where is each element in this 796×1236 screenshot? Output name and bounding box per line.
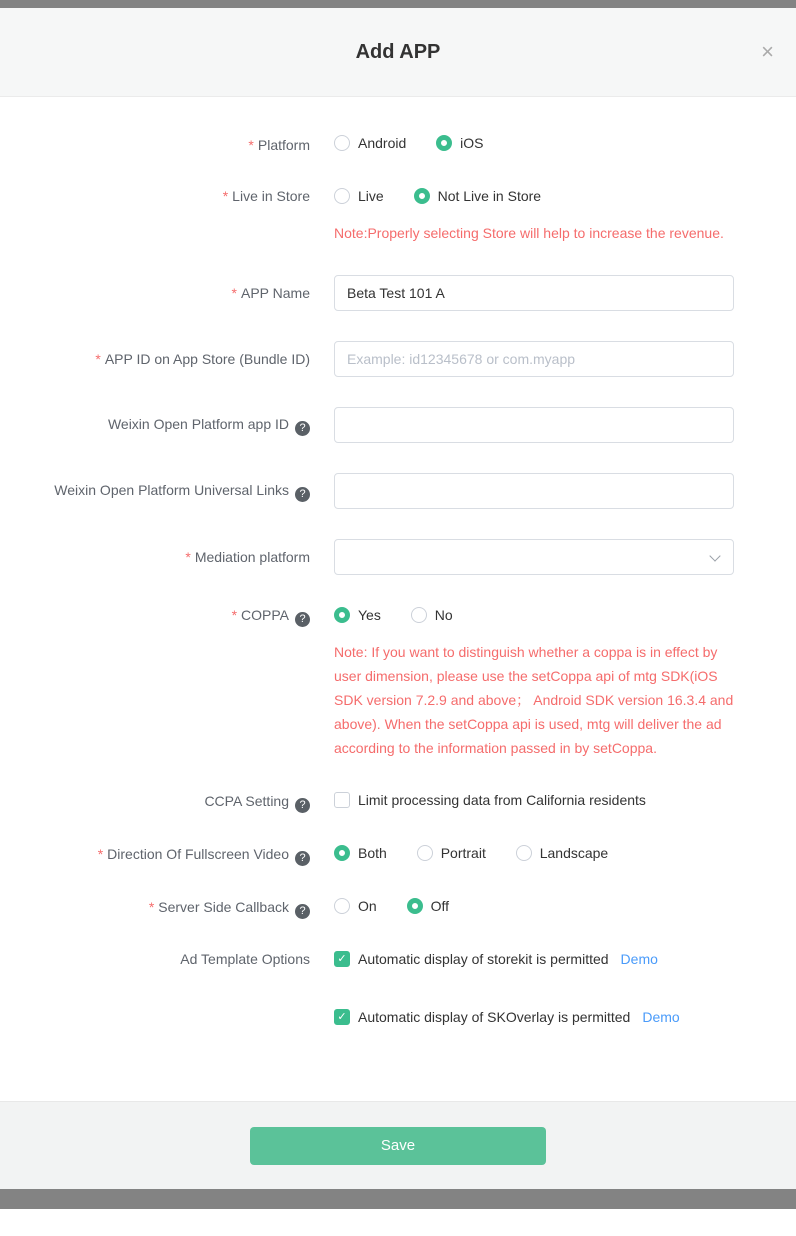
form-row-coppa [0, 605, 796, 760]
app-name-control [334, 275, 796, 311]
form-row-app-id [0, 341, 796, 377]
live-in-store-note: Note:Properly selecting Store will help to increase the revenue. [334, 225, 724, 241]
radio-direction-landscape[interactable] [516, 843, 609, 863]
radio-label: Off [430, 898, 449, 914]
form-row-ad-template [0, 949, 796, 1027]
required-marker: * [148, 898, 155, 915]
mediation-platform-select[interactable] [334, 539, 734, 575]
radio-label: No [434, 607, 453, 623]
radio-label: Yes [358, 607, 381, 623]
app-name-label: * APP Name [231, 285, 310, 301]
radio-direction-both[interactable] [334, 843, 387, 863]
radio-not-live[interactable] [414, 186, 542, 206]
required-marker: * [185, 549, 191, 565]
ad-template-item-storekit [334, 949, 796, 969]
radio-callback-on[interactable] [334, 896, 377, 916]
ccpa-checkbox[interactable] [334, 790, 646, 810]
form-row-live-in-store [0, 186, 796, 245]
page-top-strip [0, 0, 796, 8]
ad-template-item-skoverlay [334, 1007, 796, 1027]
checkbox-icon: ✓ [334, 951, 350, 967]
help-icon[interactable]: ? [295, 904, 310, 919]
radio-label: Android [358, 135, 407, 151]
radio-direction-portrait[interactable] [417, 843, 486, 863]
help-icon[interactable]: ? [295, 487, 310, 502]
coppa-label: * COPPA ? [0, 605, 310, 627]
app-id-control [334, 341, 796, 377]
form-row-server-callback [0, 896, 796, 919]
server-callback-label: * Server Side Callback ? [0, 897, 310, 919]
ad-template-label: Ad Template Options [180, 951, 310, 967]
form-row-app-name [0, 275, 796, 311]
radio-coppa-no[interactable] [411, 605, 453, 625]
chevron-down-icon [709, 550, 720, 561]
radio-label: iOS [460, 135, 484, 151]
form-row-platform [0, 133, 796, 156]
live-in-store-options [334, 186, 796, 245]
required-marker: * [97, 845, 104, 862]
radio-icon [407, 898, 423, 914]
form-row-weixin-app-id [0, 407, 796, 443]
mediation-platform-label: * Mediation platform [185, 549, 310, 565]
radio-label: Landscape [539, 845, 609, 861]
form-row-weixin-universal-links [0, 473, 796, 509]
help-icon[interactable]: ? [295, 851, 310, 866]
modal-title: Add APP [355, 40, 441, 63]
app-id-label: * APP ID on App Store (Bundle ID) [95, 351, 310, 367]
direction-options [334, 843, 796, 866]
checkbox-label: Limit processing data from California residents [358, 792, 646, 808]
storekit-checkbox[interactable] [334, 949, 609, 969]
modal-footer [0, 1101, 796, 1189]
add-app-modal [0, 8, 796, 1189]
weixin-universal-links-control [334, 473, 796, 509]
skoverlay-demo-link[interactable]: Demo [642, 1009, 680, 1025]
radio-android[interactable] [334, 133, 406, 153]
radio-label: Portrait [440, 845, 486, 861]
checkbox-label: Automatic display of storekit is permitted [358, 951, 609, 967]
save-button[interactable]: Save [250, 1127, 546, 1165]
radio-live[interactable] [334, 186, 384, 206]
radio-coppa-yes[interactable] [334, 605, 381, 625]
server-callback-options [334, 896, 796, 919]
help-icon[interactable]: ? [295, 612, 310, 627]
form-row-mediation-platform [0, 539, 796, 575]
radio-ios[interactable] [436, 133, 483, 153]
radio-label: Live [358, 188, 384, 204]
form-row-ccpa [0, 790, 796, 813]
radio-callback-off[interactable] [407, 896, 449, 916]
platform-label: * Platform [248, 136, 310, 153]
direction-label: * Direction Of Fullscreen Video ? [0, 844, 310, 866]
radio-icon [411, 607, 427, 623]
weixin-universal-links-label: Weixin Open Platform Universal Links ? [0, 480, 310, 502]
mediation-platform-control [334, 539, 796, 575]
radio-icon [334, 898, 350, 914]
close-icon[interactable]: × [761, 39, 774, 64]
radio-icon [417, 845, 433, 861]
skoverlay-checkbox[interactable] [334, 1007, 630, 1027]
checkbox-label: Automatic display of SKOverlay is permitted [358, 1009, 631, 1025]
weixin-app-id-input[interactable] [334, 407, 734, 443]
required-marker: * [231, 285, 237, 301]
radio-label: Not Live in Store [437, 188, 542, 204]
radio-icon [334, 607, 350, 623]
required-marker: * [231, 607, 238, 623]
coppa-options [334, 605, 796, 760]
radio-icon [334, 188, 350, 204]
live-in-store-label: * Live in Store [222, 188, 310, 204]
help-icon[interactable]: ? [295, 421, 310, 436]
required-marker: * [222, 188, 229, 204]
checkbox-icon [334, 792, 350, 808]
modal-body [0, 97, 796, 1101]
help-icon[interactable]: ? [295, 798, 310, 813]
required-marker: * [95, 351, 101, 367]
radio-label: On [358, 898, 377, 914]
weixin-universal-links-input[interactable] [334, 473, 734, 509]
ccpa-control [334, 790, 796, 813]
weixin-app-id-label: Weixin Open Platform app ID ? [0, 414, 310, 436]
coppa-note: Note: If you want to distinguish whether a coppa is in effect by user dimension, please use the setCoppa api of mtg SDK(iOS SDK version 7.2.9 and above； Android SDK version 16.3.4 and above). When the setCoppa api is used, mtg will deliver the ad according to the information passed in by setCoppa. [334, 644, 734, 756]
storekit-demo-link[interactable]: Demo [620, 951, 658, 967]
radio-icon [414, 188, 430, 204]
required-marker: * [248, 136, 254, 153]
modal-header [0, 8, 796, 97]
radio-icon [516, 845, 532, 861]
ccpa-label: CCPA Setting ? [0, 791, 310, 813]
radio-label: Both [358, 845, 387, 861]
form-row-direction [0, 843, 796, 866]
weixin-app-id-control [334, 407, 796, 443]
radio-icon [334, 845, 350, 861]
app-id-input[interactable] [334, 341, 734, 377]
radio-icon [334, 135, 350, 151]
platform-options [334, 133, 796, 156]
page-bottom-strip [0, 1189, 796, 1209]
checkbox-icon: ✓ [334, 1009, 350, 1025]
radio-icon [436, 135, 452, 151]
ad-template-options [334, 949, 796, 1027]
app-name-input[interactable] [334, 275, 734, 311]
